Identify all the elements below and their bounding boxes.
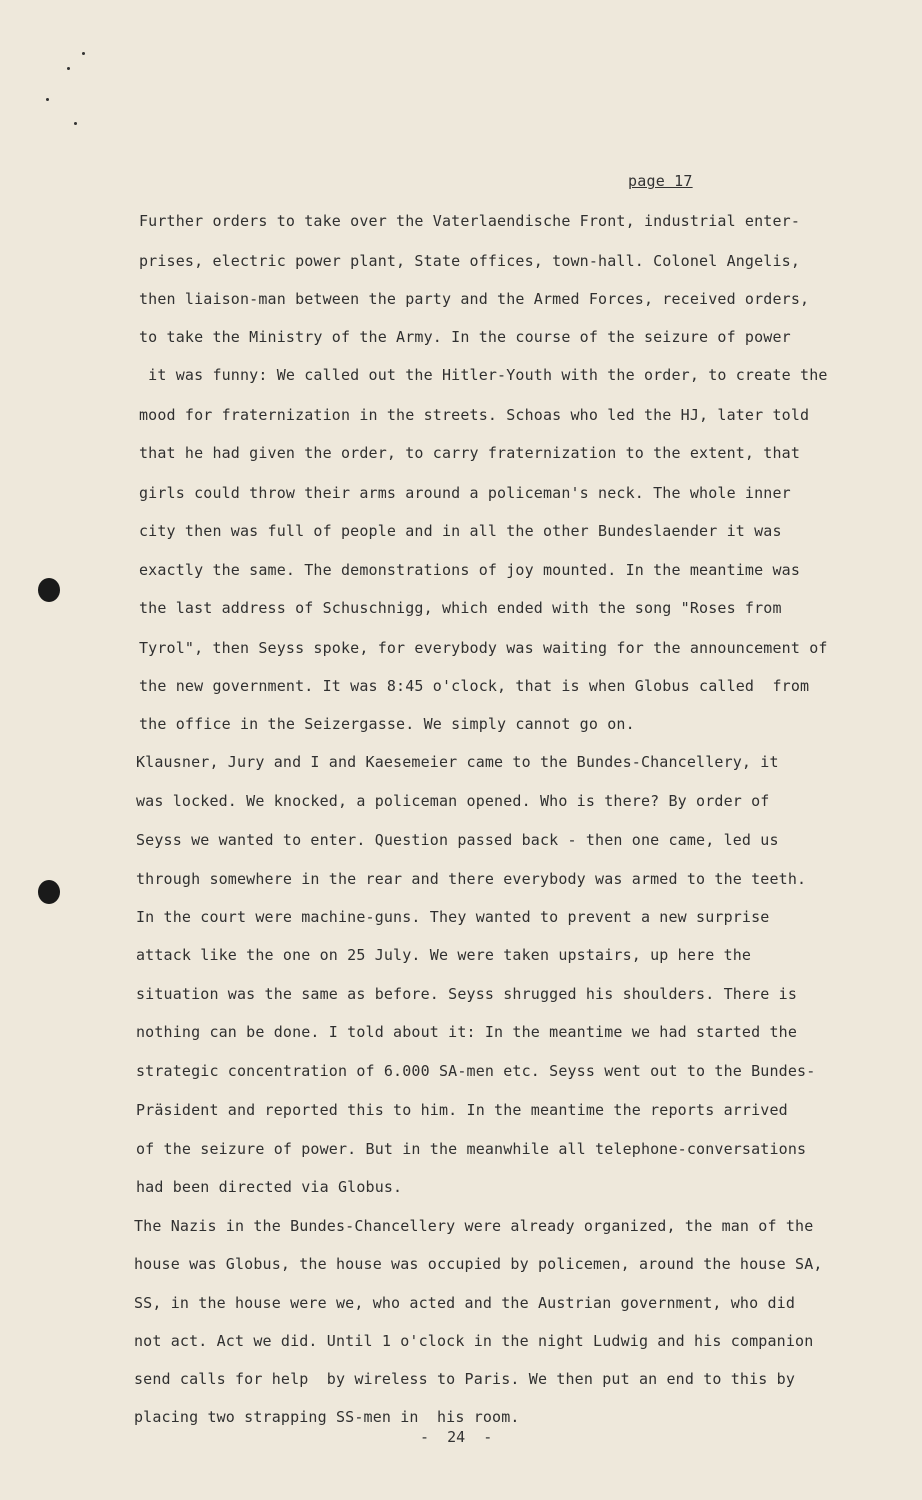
punch-hole-lower (38, 880, 60, 904)
text-line: The Nazis in the Bundes-Chancellery were already organized, the man of the (134, 1217, 814, 1235)
text-line: strategic concentration of 6.000 SA-men etc. Seyss went out to the Bundes- (136, 1062, 816, 1080)
ink-speck (46, 98, 49, 101)
text-line: situation was the same as before. Seyss shrugged his shoulders. There is (136, 985, 798, 1003)
text-line: Further orders to take over the Vaterlaendische Front, industrial enter- (139, 212, 801, 230)
text-line: nothing can be done. I told about it: In the meantime we had started the (136, 1023, 798, 1041)
punch-hole-upper (38, 578, 60, 602)
text-line: the office in the Seizergasse. We simply cannot go on. (139, 715, 635, 733)
text-line: then liaison-man between the party and the Armed Forces, received orders, (139, 290, 810, 308)
ink-speck (74, 122, 77, 125)
text-line: to take the Ministry of the Army. In the course of the seizure of power (139, 328, 791, 346)
text-line: prises, electric power plant, State offices, town-hall. Colonel Angelis, (139, 252, 801, 270)
text-line: Klausner, Jury and I and Kaesemeier came to the Bundes-Chancellery, it (136, 753, 779, 771)
text-line: In the court were machine-guns. They wanted to prevent a new surprise (136, 908, 770, 926)
text-line: it was funny: We called out the Hitler-Youth with the order, to create the (139, 366, 828, 384)
text-line: house was Globus, the house was occupied by policemen, around the house SA, (134, 1255, 823, 1273)
text-line: Seyss we wanted to enter. Question passed back - then one came, led us (136, 831, 779, 849)
text-line: Tyrol", then Seyss spoke, for everybody was waiting for the announcement of (139, 639, 828, 657)
page-label: page 17 (628, 172, 693, 190)
ink-speck (67, 67, 70, 70)
ink-speck (82, 52, 85, 55)
text-line: exactly the same. The demonstrations of joy mounted. In the meantime was (139, 561, 801, 579)
text-line: SS, in the house were we, who acted and the Austrian government, who did (134, 1294, 796, 1312)
text-line: mood for fraternization in the streets. Schoas who led the HJ, later told (139, 406, 810, 424)
text-line: girls could throw their arms around a policeman's neck. The whole inner (139, 484, 791, 502)
text-line: send calls for help by wireless to Paris. We then put an end to this by (134, 1370, 796, 1388)
text-line: placing two strapping SS-men in his room. (134, 1408, 520, 1426)
text-line: the new government. It was 8:45 o'clock, that is when Globus called from (139, 677, 810, 695)
text-line: the last address of Schuschnigg, which ended with the song "Roses from (139, 599, 782, 617)
text-line: was locked. We knocked, a policeman opened. Who is there? By order of (136, 792, 770, 810)
text-line: not act. Act we did. Until 1 o'clock in the night Ludwig and his companion (134, 1332, 814, 1350)
text-line: had been directed via Globus. (136, 1178, 403, 1196)
text-line: attack like the one on 25 July. We were taken upstairs, up here the (136, 946, 752, 964)
text-line: that he had given the order, to carry fraternization to the extent, that (139, 444, 801, 462)
text-line: of the seizure of power. But in the meanwhile all telephone-conversations (136, 1140, 807, 1158)
text-line: Präsident and reported this to him. In the meantime the reports arrived (136, 1101, 788, 1119)
footer-page-number: - 24 - (420, 1428, 493, 1446)
text-line: city then was full of people and in all the other Bundeslaender it was (139, 522, 782, 540)
text-line: through somewhere in the rear and there everybody was armed to the teeth. (136, 870, 807, 888)
